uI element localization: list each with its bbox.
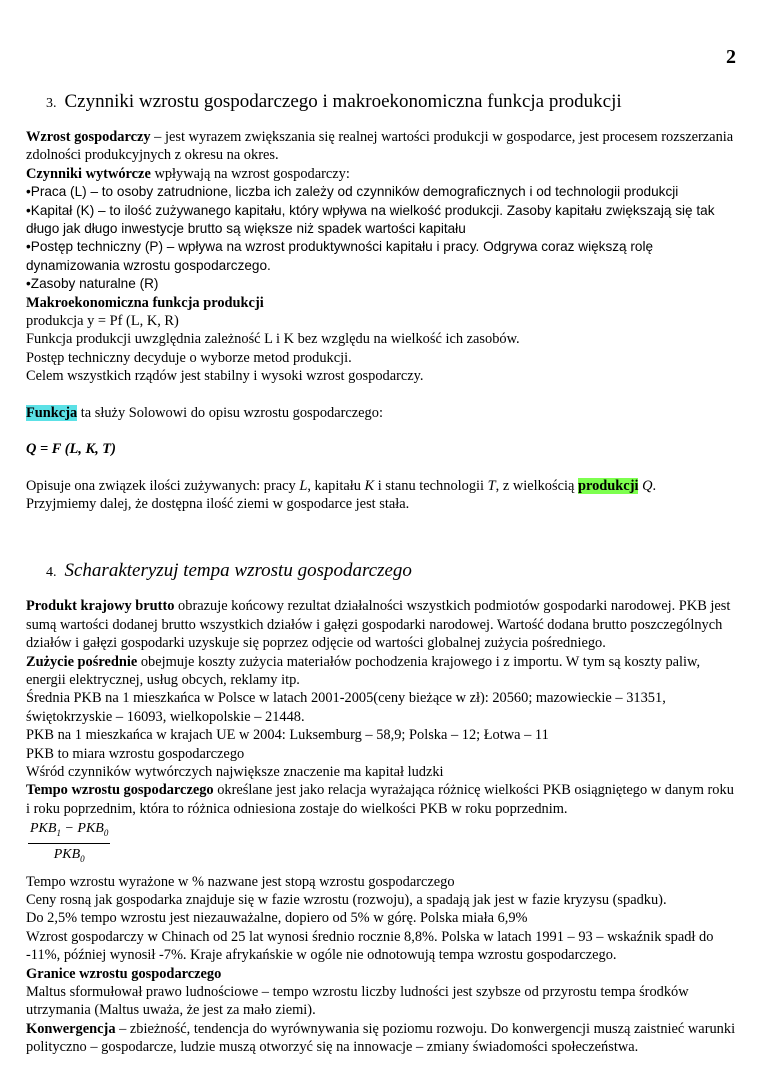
bullet-resources: •Zasoby naturalne (R) [26,276,159,292]
factors-text: wpływają na wzrost gospodarczy: [150,165,350,182]
macro-heading-text: Makroekonomiczna funkcja produkcji [26,294,264,311]
growth-text: – jest wyrazem zwiększania się realnej wartości produkcji w gospodarce, jest procesem rozszerzania zdolności produkcyjnych z okresu na okres. [26,129,734,164]
section-3-number: 3. [46,96,57,111]
convergence-term: Konwergencja [26,1020,116,1037]
solow-paragraph [26,404,738,422]
production-formula-line: produkcja y = Pf (L, K, R) [26,313,179,330]
growth-rate-percent: Tempo wzrostu wyrażone w % nazwane jest stopą wzrostu gospodarczego [26,873,455,890]
bullet-tech: •Postęp techniczny (P) – wpływa na wzrost produktywności kapitału i pracy. Odgrywa coraz większą rolę dynamizowania wzrostu gospodarczego. [26,239,654,273]
limits-heading [26,965,738,983]
gdp-text: obrazuje końcowy rezultat działalności wszystkich podmiotów gospodarki narodowej. PKB jest sumą wartości dodanej brutto wszystkich działów i gałęzi gospodarki narodowej. Wartość dodana brutto poszczególnych działów i gałęzi gospodarki uzyskuje się poprzez odjęcie od wartości globalnej zużycia pośredniego. [26,598,731,652]
convergence-paragraph [26,1020,738,1057]
production-line-3: Postęp techniczny decyduje o wyborze metod produkcji. [26,349,352,366]
solow-formula-text: Q = F (L, K, T) [26,441,116,458]
section-4-number: 4. [46,565,57,581]
tempo-text: określane jest jako relacja wyrażająca różnicę wielkości PKB osiągniętego w danym roku i roku poprzednim, która to różnica odniesiona zostaje do wielkości PKB w roku poprzednim. [26,782,734,817]
growth-rate-fraction [28,820,110,868]
factors-term: Czynniki wytwórcze [26,165,151,182]
solow-text: ta służy Solowowi do opisu wzrostu gospodarczego: [77,404,383,421]
bullet-labor: •Praca (L) – to osoby zatrudnione, liczba ich zależy od czynników demograficznych i od technologii produkcji [26,184,679,200]
section-4-heading [46,559,738,585]
intermediate-paragraph [26,653,738,690]
intermediate-text: obejmuje koszty zużycia materiałów pochodzenia krajowego i z importu. W tym są koszty paliw, energii elektrycznej, usług obcych, reklamy itp. [26,653,701,688]
gdp-stats-eu: PKB na 1 mieszkańca w krajach UE w 2004: Luksemburg – 58,9; Polska – 12; Łotwa – 11 [26,727,549,744]
gdp-paragraph [26,597,738,652]
solow-formula [26,440,738,458]
solow-description: Opisuje ona związek ilości zużywanych: pracy L, kapitału K i stanu technologii T, z wielkością produkcji Q. [26,477,657,494]
factors-intro [26,165,738,183]
section-3-heading [46,90,738,116]
section-4-title: Scharakteryzuj tempa wzrostu gospodarczego [64,560,412,582]
convergence-text: – zbieżność, tendencja do wyrównywania się poziomu rozwoju. Do konwergencji muszą zaistnieć warunki polityczno – gospodarcze, ludzie muszą otworzyć się na innowacje – zmiany świadomości społeczeństwa. [26,1020,736,1056]
bullet-capital: •Kapitał (K) – to ilość zużywanego kapitału, który wpływa na wielkość produkcji. Zasoby kapitału zwiększają się tak długo jak długo inwestycje brutto są większe niż spadek wartości kapitału [26,202,715,237]
macro-heading [26,294,738,312]
human-capital: Wśród czynników wytwórczych największe znaczenie ma kapitał ludzki [26,763,444,780]
production-line-4: Celem wszystkich rządów jest stabilny i wysoki wzrost gospodarczy. [26,368,424,385]
document-body [26,90,738,1057]
growth-definition [26,128,738,165]
prices-cycle: Ceny rosną jak gospodarka znajduje się w fazie wzrostu (rozwoju), a spadają jak jest w fazie kryzysu (spadku). [26,892,667,908]
tempo-threshold: Do 2,5% tempo wzrostu jest niezauważalne, dopiero od 5% w górę. Polska miała 6,9% [26,910,528,927]
gdp-term: Produkt krajowy brutto [26,598,175,615]
tempo-paragraph [26,781,738,818]
page-number: 2 [726,46,736,68]
section-3-title: Czynniki wzrostu gospodarczego i makroekonomiczna funkcja produkcji [64,91,622,112]
gdp-stats-poland: Średnia PKB na 1 mieszkańca w Polsce w latach 2001-2005(ceny bieżące w zł): 20560; mazowieckie – 31351, świętokrzyskie – 16093, wielkopolskie – 21448. [26,690,666,725]
china-poland-africa: Wzrost gospodarczy w Chinach od 25 lat wynosi średnio rocznie 8,8%. Polska w latach 1991 – 93 – wskaźnik spadł do -11%, później wynosił -7%. Kraje afrykańskie w ogóle nie odnotowują tempa wzrostu gospodarczego. [26,928,714,964]
intermediate-term: Zużycie pośrednie [26,653,138,670]
tempo-term: Tempo wzrostu gospodarczego [26,782,214,799]
limits-heading-text: Granice wzrostu gospodarczego [26,965,222,982]
production-line-2: Funkcja produkcji uwzględnia zależność L i K bez względu na wielkość ich zasobów. [26,331,520,348]
solow-highlight: Funkcja [26,404,78,421]
land-assumption: Przyjmiemy dalej, że dostępna ilość ziemi w gospodarce jest stała. [26,495,410,512]
fraction-numerator: $PKB_1 - PKB_0$ [28,820,110,844]
malthus-paragraph: Maltus sformułował prawo ludnościowe – tempo wzrostu liczby ludności jest szybsze od przyrostu tempa środków utrzymania (Maltus uważa, że jest za mało ziemi). [26,984,689,1019]
growth-term: Wzrost gospodarczy [26,129,151,145]
gdp-measure: PKB to miara wzrostu gospodarczego [26,745,245,762]
production-highlight: produkcji [577,477,639,494]
fraction-denominator: $PKB_0$ [53,847,85,865]
